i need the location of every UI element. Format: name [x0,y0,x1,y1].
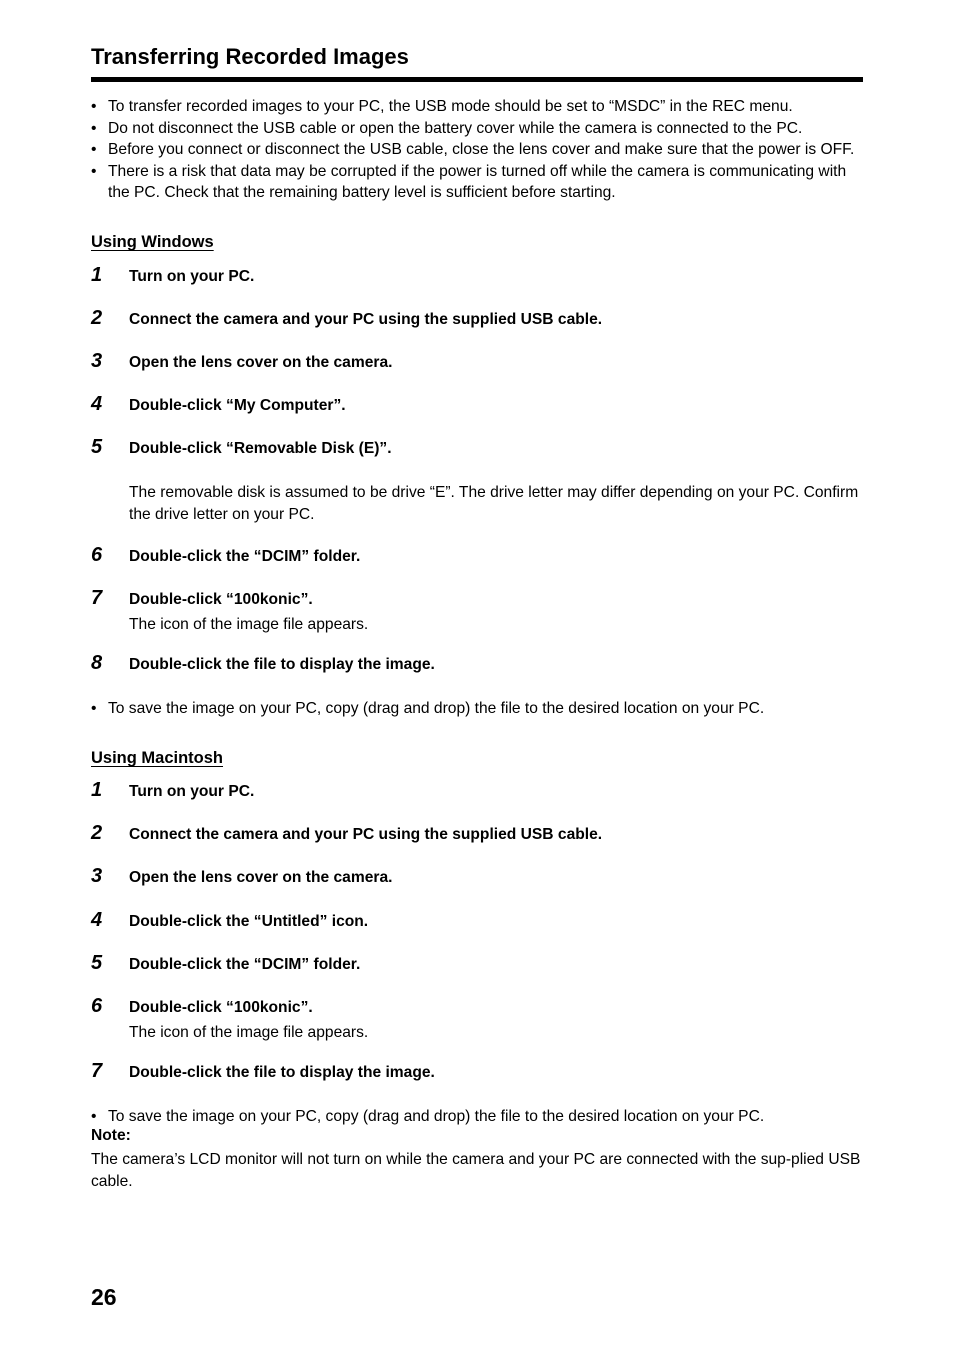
bullet-item: • Before you connect or disconnect the USB cable, close the lens cover and make sure that the power is OFF. [91,139,871,161]
section-heading-macintosh: Using Macintosh [91,749,224,767]
step-note: The icon of the image file appears. [129,1024,369,1041]
step-number: 5 [91,952,103,974]
step-number: 1 [91,779,103,801]
step-note: The icon of the image file appears. [129,616,369,633]
step-number: 4 [91,393,103,415]
step-text: Turn on your PC. [129,783,255,800]
step-number: 7 [91,1060,103,1082]
step-text: Connect the camera and your PC using the supplied USB cable. [129,826,603,843]
step-text: Open the lens cover on the camera. [129,869,393,886]
step-text: Double-click the “DCIM” folder. [129,956,361,973]
step-text: Double-click “100konic”. [129,999,313,1016]
step-text: Turn on your PC. [129,268,255,285]
section-heading-windows: Using Windows [91,233,214,251]
mac-save-tip: • To save the image on your PC, copy (drag and drop) the file to the desired location on your PC. [91,1106,871,1128]
step-text: Double-click “My Computer”. [129,397,346,414]
page-title: Transferring Recorded Images [91,44,409,69]
step-number: 5 [91,436,103,458]
step-number: 6 [91,995,103,1017]
step-text: Double-click “100konic”. [129,591,313,608]
bullet-item: • There is a risk that data may be corrupted if the power is turned off while the camera is communicating with the PC. Check that the remaining battery level is sufficient before starting. [91,161,871,204]
bullet-item: • Do not disconnect the USB cable or open the battery cover while the camera is connected to the PC. [91,118,871,140]
step-text: Connect the camera and your PC using the supplied USB cable. [129,311,603,328]
step-text: Open the lens cover on the camera. [129,354,393,371]
step-number: 2 [91,307,103,329]
step-number: 4 [91,909,103,931]
step-number: 6 [91,544,103,566]
intro-bullet-list [91,96,871,204]
step-number: 1 [91,264,103,286]
step-number: 2 [91,822,103,844]
step-number: 3 [91,350,103,372]
step-number: 3 [91,865,103,887]
step-text: Double-click the file to display the image. [129,656,435,673]
step-text: Double-click “Removable Disk (E)”. [129,440,392,457]
step-text: Double-click the “Untitled” icon. [129,913,369,930]
windows-save-tip: • To save the image on your PC, copy (drag and drop) the file to the desired location on your PC. [91,698,871,720]
step-number: 8 [91,652,103,674]
step-text: Double-click the “DCIM” folder. [129,548,361,565]
note-body: The camera’s LCD monitor will not turn on while the camera and your PC are connected with the sup-plied USB cable. [91,1151,861,1190]
bullet-item: • To transfer recorded images to your PC, the USB mode should be set to “MSDC” in the REC menu. [91,96,871,118]
page-number: 26 [91,1284,117,1310]
step-number: 7 [91,587,103,609]
drive-letter-note: The removable disk is assumed to be drive “E”. The drive letter may differ depending on your PC. Confirm the drive letter on your PC. [129,484,859,523]
note-heading: Note: [91,1127,131,1144]
title-rule [91,77,863,82]
step-text: Double-click the file to display the image. [129,1064,435,1081]
